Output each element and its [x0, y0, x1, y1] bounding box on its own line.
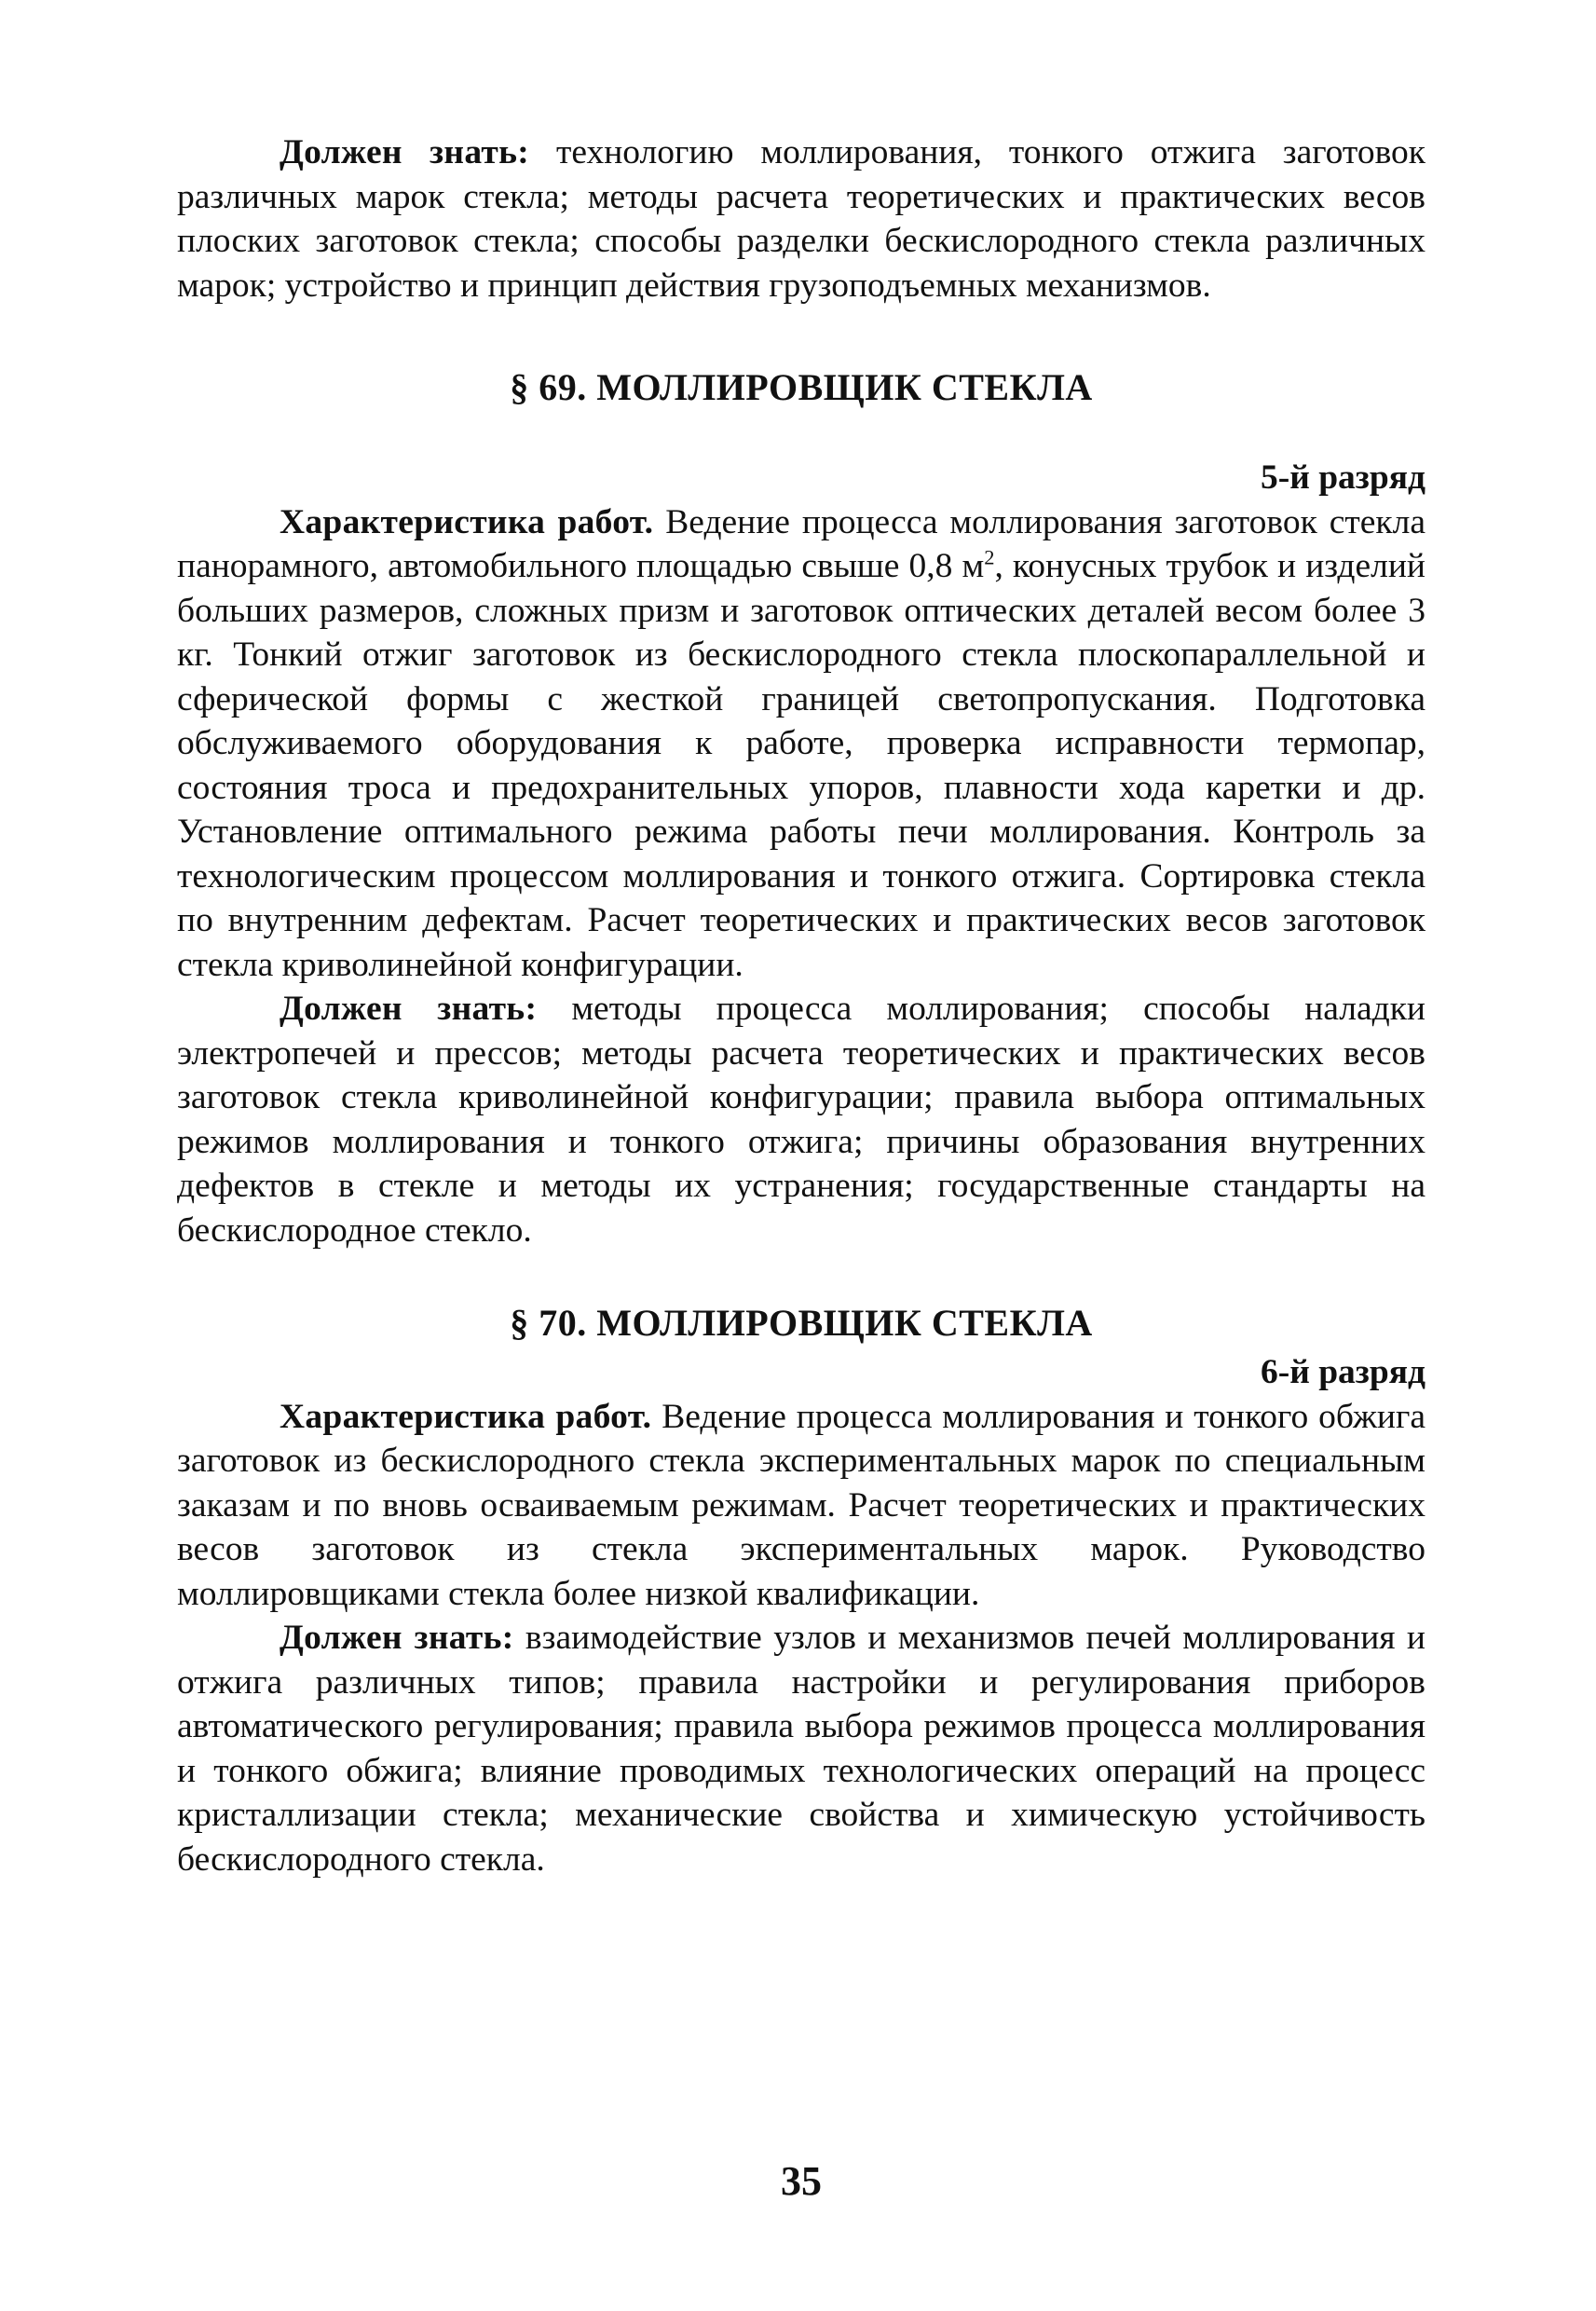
section-70-work-text: Ведение процесса моллирования и тонкого обжига заготовок из бескислородного стекла экспериментальных марок по специальным заказам и по вновь осваиваемым режимам. Расчет теоретических и практических весов заготовок из стекла экспериментальных марок. Руководство моллировщиками стекла более низкой квалификации. [177, 1397, 1425, 1613]
intro-lead: Должен знать: [280, 133, 530, 171]
page-number: 35 [781, 2158, 822, 2204]
section-69-know-text: методы процесса моллирования; способы наладки электропечей и прессов; методы расчета теоретических и практических весов заготовок стекла криволинейной конфигурации; правила выбора оптимальных режимов моллирования и тонкого отжига; причины образования внутренних дефектов в стекле и методы их устранения; государственные стандарты на бескислородное стекло. [177, 990, 1425, 1250]
section-70-grade: 6-й разряд [1260, 1353, 1425, 1391]
section-69-title: § 69. МОЛЛИРОВЩИК СТЕКЛА [510, 366, 1093, 408]
section-70-know-lead: Должен знать: [280, 1619, 514, 1657]
section-69-know-paragraph [177, 987, 1425, 1252]
section-69-work-text-b: , конусных трубок и изделий больших размеров, сложных призм и заготовок оптических деталей весом более 3 кг. Тонкий отжиг заготовок из бескислородного стекла плоскопараллельной и сферической формы с жесткой границей светопропускания. Подготовка обслуживаемого оборудования к работе, проверка исправности термопар, состояния троса и предохранительных упоров, плавности хода каретки и др. Установление оптимального режима работы печи моллирования. Контроль за технологическим процессом моллирования и тонкого отжига. Сортировка стекла по внутренним дефектам. Расчет теоретических и практических весов заготовок стекла криволинейной конфигурации. [177, 547, 1425, 984]
intro-paragraph [177, 130, 1425, 308]
section-70-know-paragraph [177, 1616, 1425, 1881]
section-69-grade: 5-й разряд [1260, 458, 1425, 497]
section-70-work-paragraph [177, 1395, 1425, 1617]
document-page [177, 130, 1425, 2236]
section-70-know-text: взаимодействие узлов и механизмов печей моллирования и отжига различных типов; правила настройки и регулирования приборов автоматического регулирования; правила выбора режимов процесса моллирования и тонкого обжига; влияние проводимых технологических операций на процесс кристаллизации стекла; механические свойства и химическую устойчивость бескислородного стекла. [177, 1619, 1425, 1879]
section-69-work-lead: Характеристика работ. [280, 502, 654, 541]
section-69-work-paragraph [177, 500, 1425, 988]
section-70-title: § 70. МОЛЛИРОВЩИК СТЕКЛА [510, 1302, 1093, 1344]
section-69-work-sup: 2 [984, 545, 995, 569]
section-69-know-lead: Должен знать: [280, 990, 538, 1028]
intro-text: технологию моллирования, тонкого отжига заготовок различных марок стекла; методы расчета теоретических и практических весов плоских заготовок стекла; способы разделки бескислородного стекла различных марок; устройство и принцип действия грузоподъемных механизмов. [177, 133, 1425, 305]
section-70-work-lead: Характеристика работ. [280, 1397, 652, 1436]
section-69-work-text-a: Ведение процесса моллирования заготовок стекла панорамного, автомобильного площадью свыше 0,8 м [177, 502, 1425, 585]
